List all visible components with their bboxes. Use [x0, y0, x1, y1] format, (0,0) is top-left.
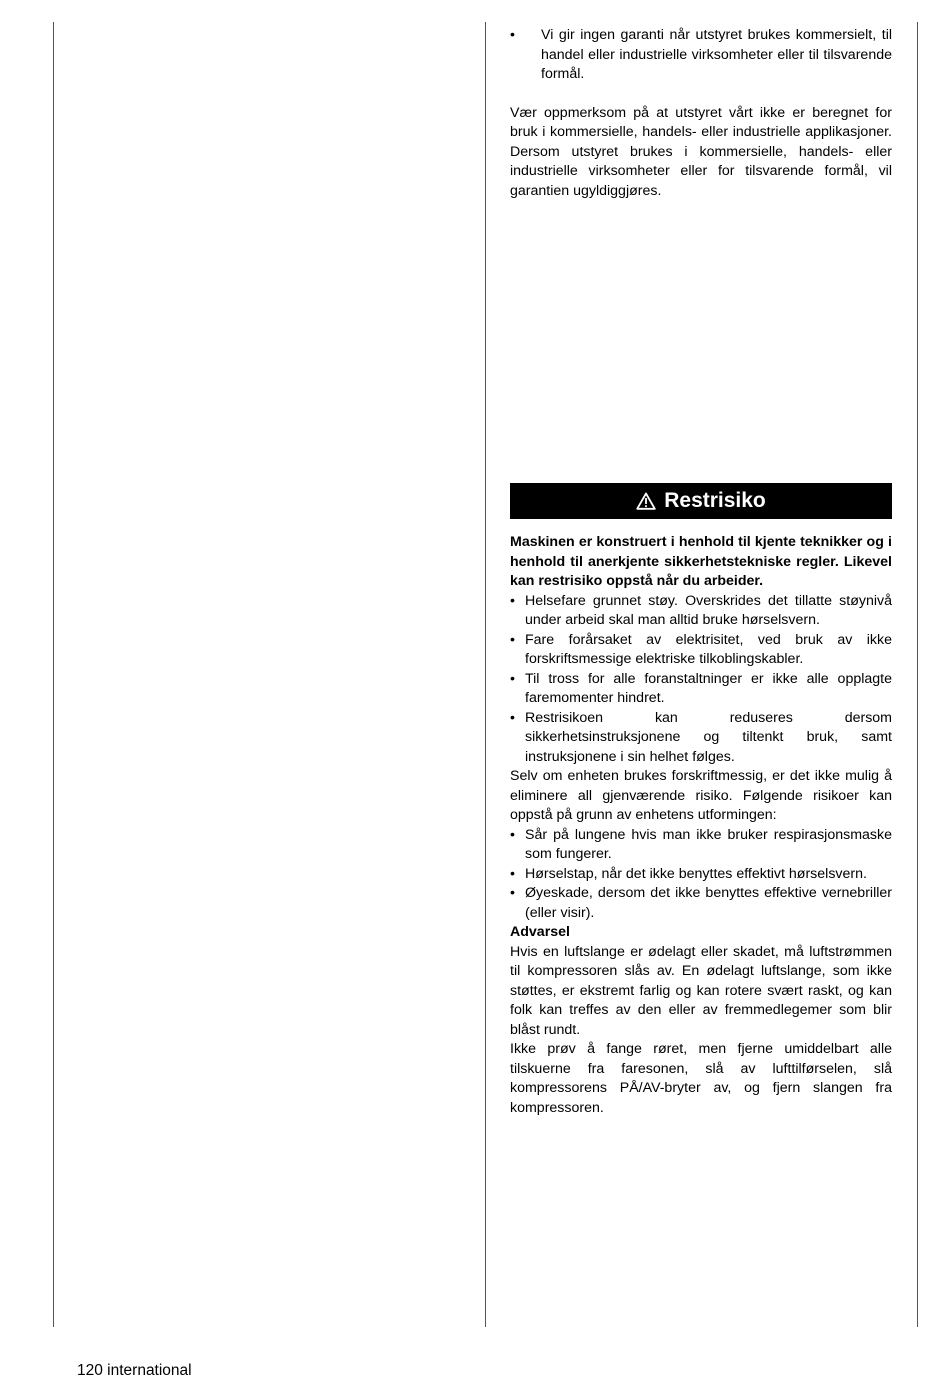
list-item-text: Fare forårsaket av elektrisitet, ved bruk av ikke forskriftsmessige elektriske tilkoblingskabler. — [525, 631, 892, 667]
list-item-text: Øyeskade, dersom det ikke benyttes effektive vernebriller (eller visir). — [525, 885, 892, 921]
list-item — [510, 631, 892, 670]
list-item — [510, 670, 892, 709]
list-item — [510, 709, 892, 768]
warranty-section — [510, 26, 892, 201]
bullet-dot: • — [510, 826, 515, 843]
list-item-text: Hørselstap, når det ikke benyttes effektivt hørselsvern. — [525, 865, 867, 882]
warning-paragraph-1: Hvis en luftslange er ødelagt eller skadet, må luftstrømmen til kompressoren slås av. En ødelagt luftslange, som ikke støttes, er ekstremt farlig og kan rotere svært raskt, og kan folk kan treffes av den eller av fremmedlegemer som blir blåst rundt. — [510, 943, 892, 1038]
risk-intro: Maskinen er konstruert i henhold til kjente teknikker og i henhold til anerkjente sikkerhetstekniske regler. Likevel kan restrisiko oppstå når du arbeider. — [510, 534, 892, 589]
column-divider-rule — [485, 22, 486, 1327]
right-margin-rule — [917, 22, 918, 1327]
bullet-dot: • — [510, 592, 515, 609]
bullet-dot: • — [510, 885, 515, 901]
list-item-text: Sår på lungene hvis man ikke bruker respirasjonsmaske som fungerer. — [525, 826, 892, 862]
residual-risk-section — [510, 533, 892, 1118]
bullet-dot: • — [510, 709, 515, 726]
list-item — [510, 592, 892, 631]
bullet-dot: • — [510, 27, 515, 43]
bullet-dot: • — [510, 631, 515, 648]
list-item — [510, 865, 892, 885]
commercial-use-notice: Vær oppmerksom på at utstyret vårt ikke er beregnet for bruk i kommersielle, handels- eller industrielle applikasjoner. Dersom utstyret brukes i kommersielle, handels- eller industrielle virksomheter eller for tilsvarende formål, vil garantien ugyldiggjøres. — [510, 104, 892, 199]
bullet-dot: • — [510, 670, 515, 687]
left-margin-rule — [53, 22, 54, 1327]
list-item — [510, 884, 892, 923]
list-item-text: Til tross for alle foranstaltninger er ikke alle opplagte faremomenter hindret. — [525, 670, 892, 706]
list-item-text: Helsefare grunnet støy. Overskrides det tillatte støynivå under arbeid skal man alltid bruke hørselsvern. — [525, 592, 892, 628]
risk-list-1 — [510, 592, 892, 768]
list-item — [510, 826, 892, 865]
warning-paragraph-2: Ikke prøv å fange røret, men fjerne umiddelbart alle tilskuerne fra faresonen, slå av lufttilførselen, slå kompressorens PÅ/AV-bryter av, og fjern slangen fra kompressoren. — [510, 1041, 892, 1116]
warning-triangle-icon — [636, 492, 656, 510]
warranty-bullet — [510, 26, 892, 85]
bullet-dot: • — [510, 865, 515, 882]
remaining-risk-paragraph: Selv om enheten brukes forskriftmessig, er det ikke mulig å eliminere all gjenværende risiko. Følgende risikoer kan oppstå på grunn av enhetens utformingen: — [510, 768, 892, 823]
warning-title: Advarsel — [510, 924, 570, 940]
restrisiko-heading: Restrisiko — [664, 489, 766, 512]
list-item-text: Restrisikoen kan reduseres dersom sikkerhetsinstruksjonene og tiltenkt bruk, samt instruksjonene i sin helhet følges. — [525, 709, 892, 765]
risk-list-2 — [510, 826, 892, 924]
warranty-bullet-text: Vi gir ingen garanti når utstyret brukes kommersielt, til handel eller industrielle virksomheter eller til tilsvarende formål. — [541, 27, 892, 82]
page-footer: 120 international — [77, 1362, 192, 1379]
restrisiko-heading-banner — [510, 483, 892, 519]
